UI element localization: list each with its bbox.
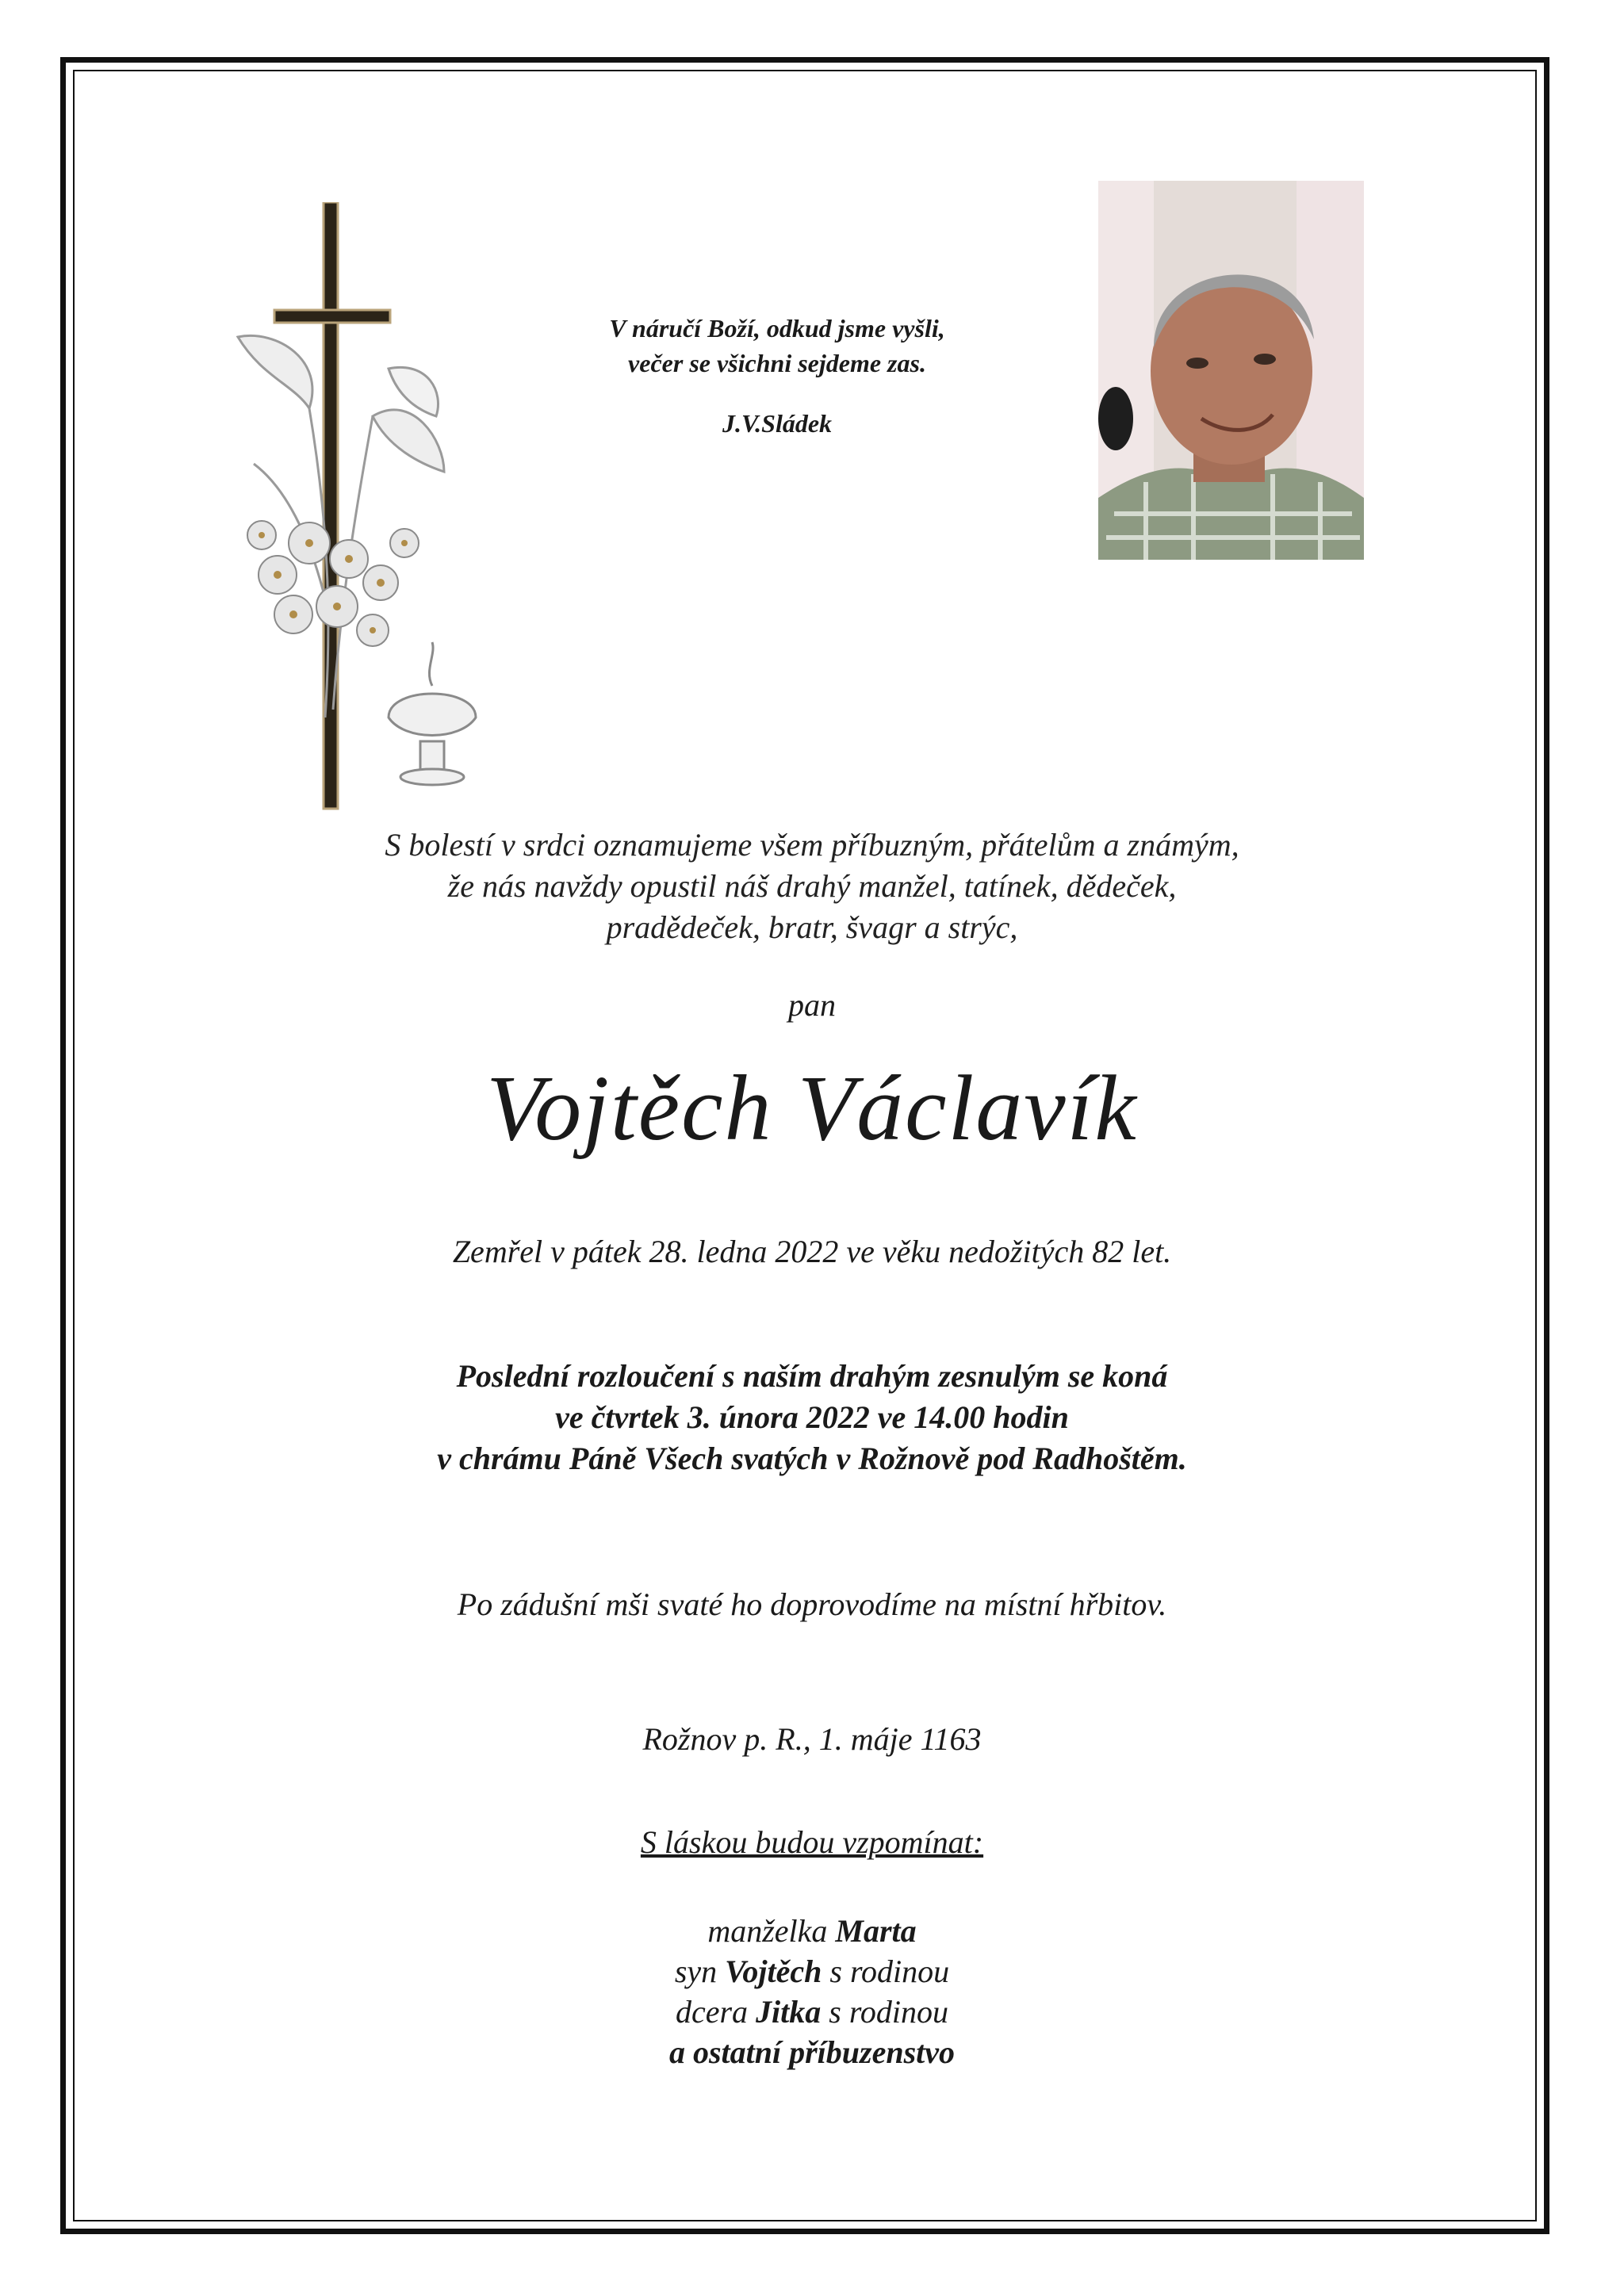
mourners-list: [0, 1911, 1624, 2072]
funeral-line-2: ve čtvrtek 3. února 2022 ve 14.00 hodin: [555, 1399, 1069, 1435]
memory-heading: [0, 1823, 1624, 1861]
funeral-details: [0, 1356, 1624, 1479]
mourners-final: a ostatní příbuzenstvo: [668, 2034, 956, 2070]
announcement-text: [0, 825, 1624, 948]
salutation: pan: [788, 987, 836, 1023]
mourner-name: Jitka: [756, 1994, 822, 2030]
deceased-name: Vojtěch Václavík: [486, 1056, 1138, 1160]
memory-heading-text: S láskou budou vzpomínat:: [640, 1824, 984, 1860]
mourner-name: Vojtěch: [725, 1954, 822, 1989]
place-and-date: Rožnov p. R., 1. máje 1163: [642, 1721, 982, 1757]
quote-author: J.V.Sládek: [722, 409, 833, 438]
mourner-line: [0, 1951, 1624, 1992]
quote-line-2: večer se všichni sejdeme zas.: [628, 349, 926, 377]
mourner-suffix: s rodinou: [829, 1994, 949, 2030]
mourner-line: [0, 1911, 1624, 1951]
funeral-line-3: v chrámu Páně Všech svatých v Rožnově pod Radhoštěm.: [437, 1441, 1187, 1476]
mourner-suffix: s rodinou: [829, 1954, 950, 1989]
announcement-line-3: pradědeček, bratr, švagr a strýc,: [606, 909, 1018, 945]
burial-note: Po zádušní mši svaté ho doprovodíme na místní hřbitov.: [457, 1586, 1167, 1622]
announcement-line-1: S bolestí v srdci oznamujeme všem příbuzným, přátelům a známým,: [385, 827, 1239, 863]
mourner-relation: syn: [674, 1954, 718, 1989]
mourner-relation: dcera: [675, 1994, 749, 2030]
cross-with-lilies-illustration: [206, 202, 523, 813]
funeral-line-1: Poslední rozloučení s naším drahým zesnulým se koná: [456, 1358, 1168, 1394]
quote-line-1: V náručí Boží, odkud jsme vyšli,: [609, 314, 945, 342]
mourner-line: [0, 1992, 1624, 2032]
mourner-relation: manželka: [707, 1913, 828, 1949]
death-notice: Zemřel v pátek 28. ledna 2022 ve věku nedožitých 82 let.: [452, 1234, 1172, 1269]
portrait-photo: [1098, 181, 1364, 560]
mourner-name: Marta: [835, 1913, 917, 1949]
announcement-line-2: že nás navždy opustil náš drahý manžel, tatínek, dědeček,: [447, 868, 1177, 904]
